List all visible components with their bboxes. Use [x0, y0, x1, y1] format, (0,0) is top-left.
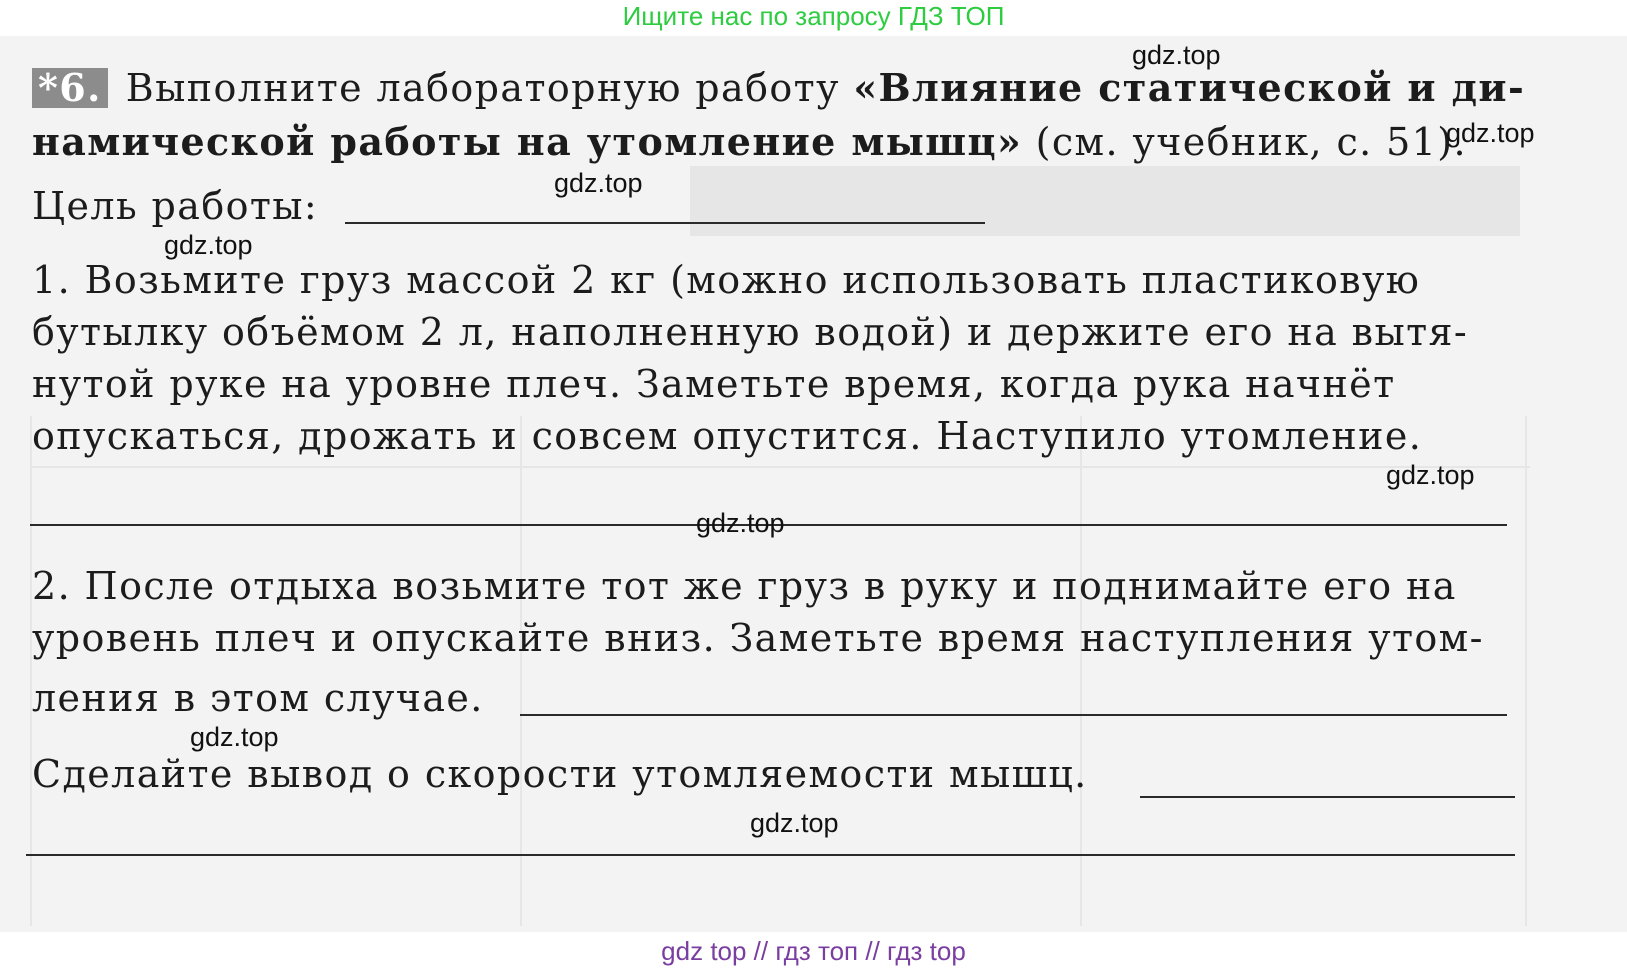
- bottom-banner: gdz top // гдз топ // гдз top: [661, 936, 966, 966]
- conclusion-prompt: Сделайте вывод о скорости утомляемости мышц.: [32, 752, 1088, 796]
- step1-line: опускаться, дрожать и совсем опустится. Наступило утомление.: [32, 414, 1423, 458]
- textbook-reference: (см. учебник, с. 51).: [1035, 120, 1467, 164]
- step2-line: 2. После отдыха возьмите тот же груз в руку и поднимайте его на: [32, 564, 1457, 608]
- lab-title-part2: намической работы на утомление мышц»: [32, 119, 1023, 164]
- bleed-through-line: [690, 166, 1520, 236]
- step2-answer-line[interactable]: [520, 714, 1507, 716]
- step1-line: 1. Возьмите груз массой 2 кг (можно использовать пластиковую: [32, 258, 1421, 302]
- conclusion-answer-line-1[interactable]: [1140, 796, 1515, 798]
- watermark: gdz.top: [1386, 460, 1475, 490]
- task-intro: Выполните лабораторную работу: [125, 66, 840, 110]
- watermark: gdz.top: [554, 168, 643, 198]
- watermark: gdz.top: [190, 722, 279, 752]
- task-heading-line-1: [32, 66, 1525, 110]
- step1-line: бутылку объёмом 2 л, наполненную водой) и держите его на вытя-: [32, 310, 1469, 354]
- step1-line: нутой руке на уровне плеч. Заметьте время, когда рука начнёт: [32, 362, 1396, 406]
- conclusion-answer-line-2[interactable]: [26, 854, 1515, 856]
- bleed-through-line: [520, 416, 522, 926]
- step2-line: ления в этом случае.: [32, 676, 484, 720]
- bleed-through-line: [30, 416, 32, 926]
- task-number-badge: *6.: [32, 68, 108, 108]
- step2-line: уровень плеч и опускайте вниз. Заметьте время наступления утом-: [32, 616, 1484, 660]
- top-banner: Ищите нас по запросу ГДЗ ТОП: [622, 1, 1005, 31]
- task-heading-line-2: [32, 120, 1467, 164]
- goal-label: Цель работы:: [32, 184, 319, 228]
- watermark: gdz.top: [696, 508, 785, 538]
- bleed-through-line: [30, 466, 1530, 468]
- bleed-through-line: [1080, 416, 1082, 926]
- watermark: gdz.top: [164, 230, 253, 260]
- watermark: gdz.top: [1132, 40, 1221, 70]
- goal-answer-line[interactable]: [345, 222, 985, 224]
- watermark: gdz.top: [1446, 118, 1535, 148]
- watermark: gdz.top: [750, 808, 839, 838]
- bleed-through-line: [1525, 416, 1527, 926]
- lab-title-part1: «Влияние статической и ди-: [853, 65, 1526, 110]
